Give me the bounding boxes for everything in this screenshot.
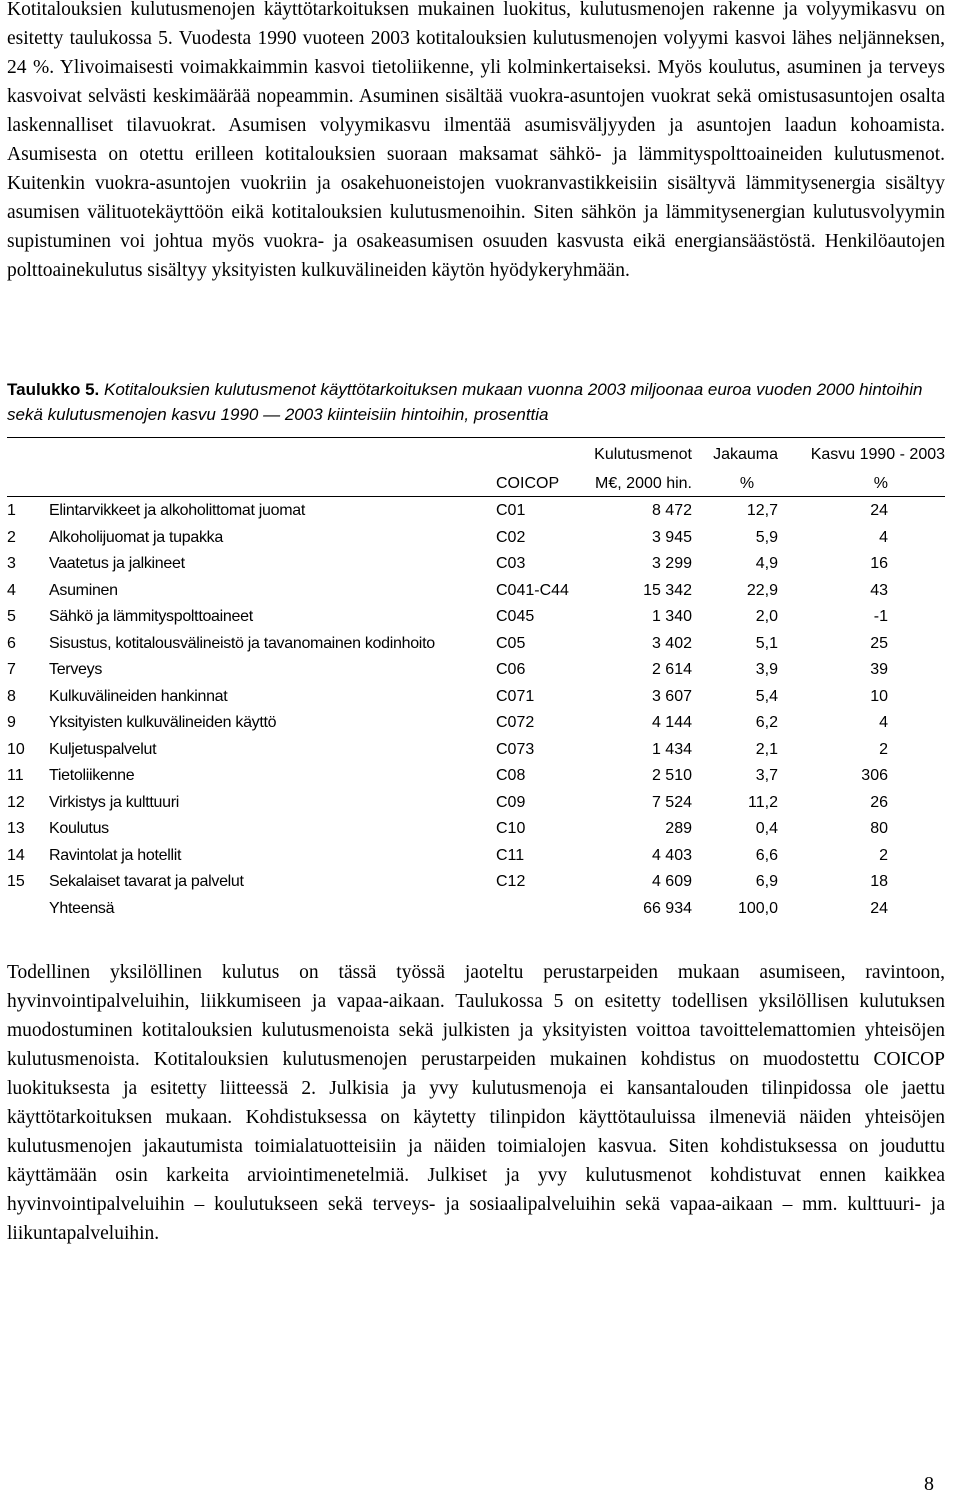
row-spend: 15 342 — [643, 581, 692, 599]
row-growth: 2 — [879, 740, 888, 758]
row-number: 13 — [7, 820, 25, 838]
table-row — [7, 498, 945, 525]
table-row — [7, 578, 945, 605]
row-growth: 4 — [879, 714, 888, 732]
table-body — [7, 498, 945, 896]
table-row — [7, 843, 945, 870]
row-spend: 8 472 — [651, 502, 692, 520]
header-growth: Kasvu 1990 - 2003 — [810, 445, 946, 463]
row-growth: 10 — [870, 687, 888, 705]
row-category: Alkoholijuomat ja tupakka — [49, 528, 223, 546]
header-share: Jakauma — [713, 445, 778, 463]
table-row — [7, 657, 945, 684]
row-category: Asuminen — [49, 581, 118, 599]
row-spend: 3 299 — [651, 555, 692, 573]
row-growth: 25 — [870, 634, 888, 652]
table-row — [7, 790, 945, 817]
row-number: 8 — [7, 687, 16, 705]
row-number: 5 — [7, 608, 16, 626]
row-spend: 3 402 — [651, 634, 692, 652]
row-category: Terveys — [49, 661, 103, 679]
row-spend: 3 607 — [651, 687, 692, 705]
header-spend: Kulutusmenot — [594, 445, 692, 463]
row-number: 14 — [7, 846, 25, 864]
table-row — [7, 604, 945, 631]
row-category: Koulutus — [49, 820, 109, 838]
row-category: Vaatetus ja jalkineet — [49, 555, 185, 573]
row-share: 6,2 — [755, 714, 778, 732]
table-row — [7, 551, 945, 578]
row-spend: 2 510 — [651, 767, 692, 785]
row-share: 6,9 — [755, 873, 778, 891]
row-growth: 18 — [870, 873, 888, 891]
row-category: Kuljetuspalvelut — [49, 740, 157, 758]
row-growth: 2 — [879, 846, 888, 864]
row-coicop-code: C01 — [496, 502, 526, 520]
row-coicop-code: C05 — [496, 634, 526, 652]
row-share: 3,7 — [755, 767, 778, 785]
row-category: Kulkuvälineiden hankinnat — [49, 687, 228, 705]
row-coicop-code: C03 — [496, 555, 526, 573]
row-growth: 4 — [879, 528, 888, 546]
consumption-table — [7, 440, 945, 922]
table-header-row-2 — [7, 469, 945, 498]
table-top-rule — [7, 437, 945, 438]
table-row — [7, 525, 945, 552]
row-growth: 80 — [870, 820, 888, 838]
row-coicop-code: C10 — [496, 820, 526, 838]
row-share: 6,6 — [755, 846, 778, 864]
outro-paragraph: Todellinen yksilöllinen kulutus on tässä työssä jaoteltu perustarpeiden mukaan asumiseen, ravintoon, hyvinvointipalveluihin, liikkumiseen ja vapaa-aikaan. Taulukossa 5 on esitetty todellisen yksilöllisen kulutuksen muodostuminen kotitalouksien kulutusmenoista sekä julkisten ja yksityisten voittoa tavoittelemattomien yhteisöjen kulutusmenoista. Kotitalouksien kulutusmenojen perustarpeiden mukainen kohdistus on muodostettu COICOP luokituksesta ja esitetty liitteessä 2. Julkisia ja yvy kulutusmenoja ei kansantalouden tilinpidossa ole jaettu käyttötarkoituksen mukaan. Kohdistuksessa on käytetty tilinpidon käyttötauluissa ilmeneviä näiden yhteisöjen kulutusmenojen jakautumista toimialatuotteisiin ja näiden toimialojen kasvua. Siten kohdistuksessa on jouduttu käyttämään osin karkeita arviointimenetelmiä. Julkiset ja yvy kulutusmenot kohdistuvat ennen kaikkea hyvinvointipalveluihin – koulutukseen sekä terveys- ja sosiaalipalveluihin sekä vapaa-aikaan – mm. kulttuuri- ja liikuntapalveluihin. — [7, 962, 945, 1244]
row-share: 22,9 — [746, 581, 778, 599]
table-caption-text: Kotitalouksien kulutusmenot käyttötarkoituksen mukaan vuonna 2003 miljoonaa euroa vuoden 2000 hintoihin sekä kulutusmenojen kasvu 1990 — 2003 kiinteisiin hintoihin, prosenttia — [7, 380, 923, 424]
row-coicop-code: C06 — [496, 661, 526, 679]
row-number: 15 — [7, 873, 25, 891]
table-header-row-1 — [7, 440, 945, 469]
header-coicop: COICOP — [496, 474, 560, 492]
row-spend: 3 945 — [651, 528, 692, 546]
row-growth: -1 — [873, 608, 888, 626]
total-spend: 66 934 — [643, 899, 692, 917]
row-coicop-code: C045 — [496, 608, 535, 626]
row-number: 1 — [7, 502, 16, 520]
table-caption-label: Taulukko 5. — [7, 380, 100, 399]
page-number: 8 — [924, 1473, 934, 1495]
row-spend: 4 403 — [651, 846, 692, 864]
row-coicop-code: C071 — [496, 687, 535, 705]
header-share-unit: % — [739, 474, 755, 492]
row-coicop-code: C12 — [496, 873, 526, 891]
table-row — [7, 684, 945, 711]
row-coicop-code: C02 — [496, 528, 526, 546]
header-spend-unit: M€, 2000 hin. — [595, 474, 692, 492]
row-number: 3 — [7, 555, 16, 573]
row-coicop-code: C11 — [496, 846, 525, 864]
row-spend: 4 144 — [651, 714, 692, 732]
table-row — [7, 763, 945, 790]
header-growth-unit: % — [873, 474, 888, 492]
row-growth: 24 — [870, 502, 888, 520]
row-category: Sekalaiset tavarat ja palvelut — [49, 873, 244, 891]
row-coicop-code: C073 — [496, 740, 535, 758]
row-category: Yksityisten kulkuvälineiden käyttö — [49, 714, 277, 732]
total-share: 100,0 — [737, 899, 778, 917]
row-number: 10 — [7, 740, 25, 758]
row-number: 4 — [7, 581, 16, 599]
total-growth: 24 — [870, 899, 888, 917]
row-coicop-code: C041-C44 — [496, 581, 569, 599]
row-number: 9 — [7, 714, 16, 732]
row-number: 2 — [7, 528, 16, 546]
table-caption — [7, 377, 945, 427]
row-spend: 289 — [665, 820, 692, 838]
row-number: 11 — [7, 767, 24, 785]
row-share: 4,9 — [755, 555, 778, 573]
row-number: 12 — [7, 793, 25, 811]
row-number: 6 — [7, 634, 16, 652]
row-category: Virkistys ja kulttuuri — [49, 793, 180, 811]
row-share: 3,9 — [755, 661, 778, 679]
row-category: Sisustus, kotitalousvälineistö ja tavanomainen kodinhoito — [49, 634, 435, 652]
row-growth: 16 — [870, 555, 888, 573]
row-spend: 1 340 — [651, 608, 692, 626]
row-coicop-code: C072 — [496, 714, 535, 732]
table-row — [7, 737, 945, 764]
row-share: 2,1 — [755, 740, 778, 758]
row-share: 5,1 — [755, 634, 778, 652]
table-row — [7, 816, 945, 843]
row-share: 11,2 — [748, 793, 778, 811]
intro-paragraph: Kotitalouksien kulutusmenojen käyttötarkoituksen mukainen luokitus, kulutusmenojen rakenne ja volyymikasvu on esitetty taulukossa 5. Vuodesta 1990 vuoteen 2003 kotitalouksien kulutusmenojen volyymi kasvoi lähes neljänneksen, 24 %. Ylivoimaisesti voimakkaimmin kasvoi tietoliikenne, yli kolminkertaiseksi. Myös koulutus, asuminen ja terveys kasvoivat selvästi keskimäärää nopeammin. Asuminen sisältää vuokra-asuntojen vuokrat sekä omistusasuntojen osalta laskennalliset tilavuokrat. Asumisen volyymikasvu ilmentää asumisväljyyden ja asuntojen laadun kohoamista. Asumisesta on otettu erilleen kotitalouksien suoraan maksamat sähkö- ja lämmityspolttoaineiden kulutusmenot. Kuitenkin vuokra-asuntojen vuokriin ja osakehuoneistojen vuokranvastikkeisiin sisältyvä lämmitysenergia sisältyy asumisen välituotekäyttöön eikä kotitalouksien kulutusmenoihin. Siten sähkön ja lämmitysenergian kulutusvolyymin supistuminen voi johtua myös vuokra- ja osakeasumisen osuuden kasvusta eikä energiansäästöstä. Henkilöautojen polttoainekulutus sisältyy yksityisten kulkuvälineiden käytön hyödykeryhmään. — [7, 0, 945, 281]
row-growth: 26 — [870, 793, 888, 811]
row-share: 5,4 — [755, 687, 778, 705]
table-row — [7, 631, 945, 658]
total-label: Yhteensä — [49, 899, 115, 917]
table-row — [7, 710, 945, 737]
row-share: 0,4 — [755, 820, 778, 838]
row-coicop-code: C08 — [496, 767, 526, 785]
row-spend: 2 614 — [651, 661, 692, 679]
row-category: Tietoliikenne — [49, 767, 135, 785]
row-growth: 306 — [861, 767, 888, 785]
row-category: Elintarvikkeet ja alkoholittomat juomat — [49, 502, 305, 520]
row-share: 2,0 — [755, 608, 778, 626]
row-share: 12,7 — [746, 502, 778, 520]
table-total-row — [7, 896, 945, 923]
row-spend: 4 609 — [651, 873, 692, 891]
row-spend: 1 434 — [651, 740, 692, 758]
row-coicop-code: C09 — [496, 793, 526, 811]
row-category: Sähkö ja lämmityspolttoaineet — [49, 608, 253, 626]
row-category: Ravintolat ja hotellit — [49, 846, 182, 864]
row-spend: 7 524 — [651, 793, 692, 811]
table-row — [7, 869, 945, 896]
row-growth: 43 — [870, 581, 888, 599]
row-share: 5,9 — [755, 528, 778, 546]
row-growth: 39 — [870, 661, 888, 679]
row-number: 7 — [7, 661, 16, 679]
